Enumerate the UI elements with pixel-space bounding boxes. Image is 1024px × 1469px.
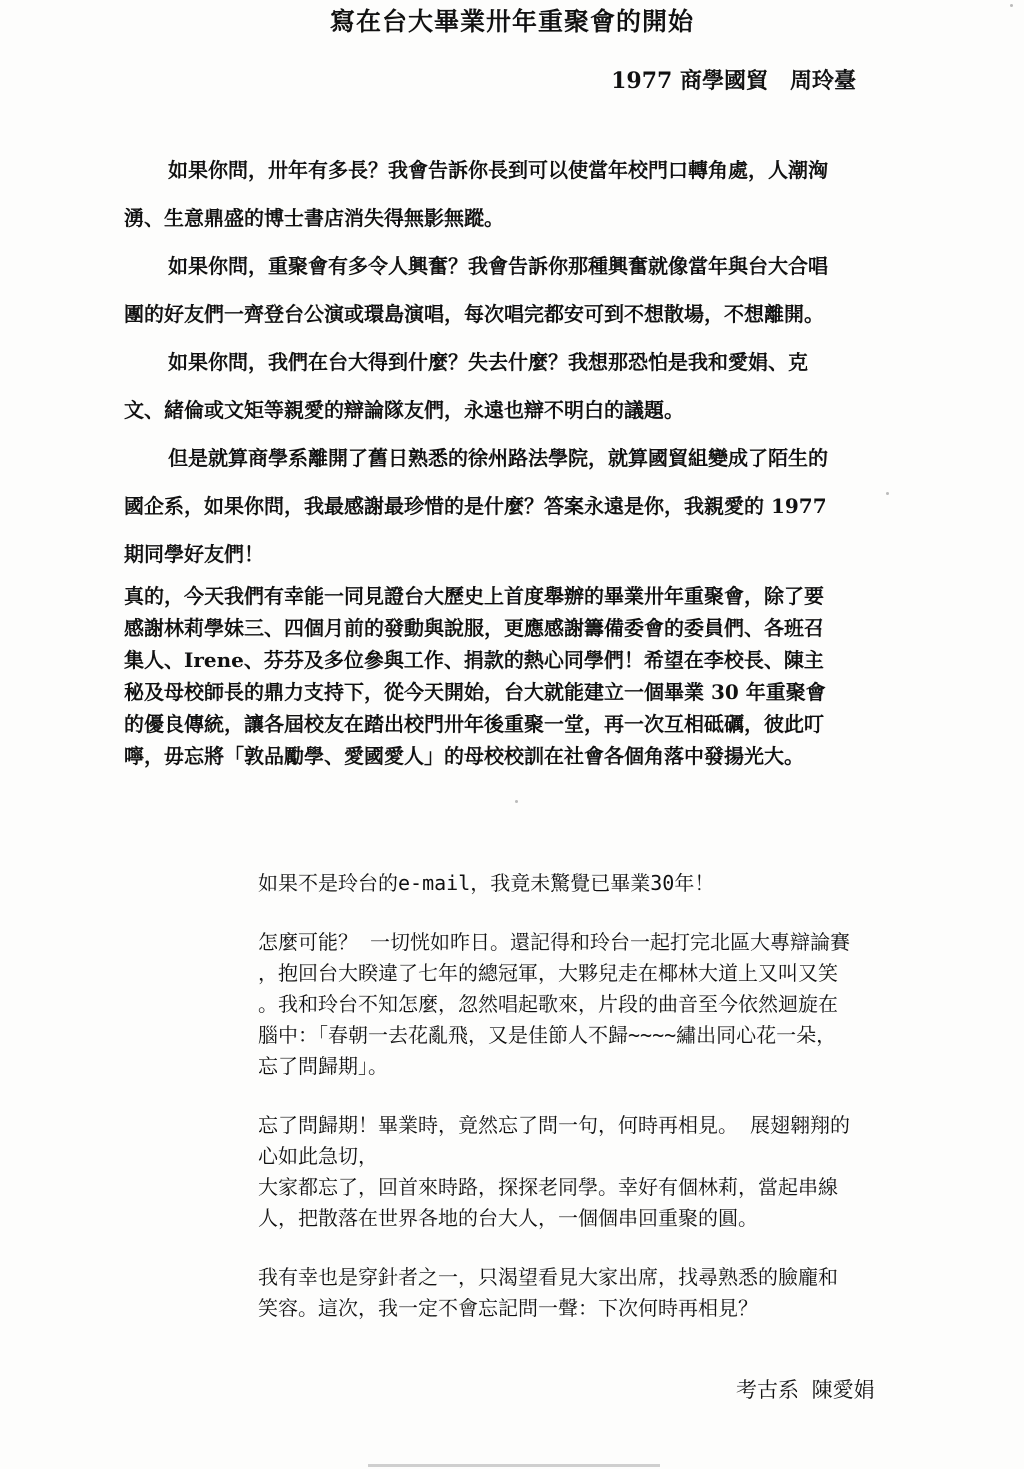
scan-speck [1010,4,1013,7]
paragraph-line: 怎麼可能？ 一切恍如昨日。還記得和玲台一起打完北區大專辯論賽 [258,930,851,954]
paragraph-line: 如果你問，我們在台大得到什麼？失去什麼？我想那恐怕是我和愛娟、克 [168,350,808,374]
paragraph-line: 但是就算商學系離開了舊日熟悉的徐州路法學院，就算國貿組變成了陌生的 [168,446,828,470]
paragraph-line: 真的，今天我們有幸能一同見證台大歷史上首度舉辦的畢業卅年重聚會，除了要 [124,584,824,608]
paragraph-line: 如果不是玲台的e-mail，我竟未驚覺已畢業30年！ [258,871,715,895]
paragraph-line: 嚀，毋忘將「敦品勵學、愛國愛人」的母校校訓在社會各個角落中發揚光大。 [124,744,804,768]
paragraph-line: 忘了問歸期」。 [258,1054,388,1078]
paragraph-line: 我有幸也是穿針者之一，只渴望看見大家出席，找尋熟悉的臉龐和 [258,1265,838,1289]
paragraph-line: ，抱回台大睽違了七年的總冠軍，大夥兒走在椰林大道上又叫又笑 [258,961,838,985]
author-byline: 1977 商學國貿 周玲臺 [611,68,856,94]
paragraph-line: 人，把散落在世界各地的台大人，一個個串回重聚的圓。 [258,1206,758,1230]
paragraph-line: 大家都忘了，回首來時路，探探老同學。幸好有個林莉，當起串線 [258,1175,838,1199]
letter-section-1 [124,152,864,584]
paragraph-line: 的優良傳統，讓各屆校友在踏出校門卅年後重聚一堂，再一次互相砥礪，彼此叮 [124,712,824,736]
paragraph-gap [258,899,1008,927]
scan-speck [515,800,518,803]
paragraph-line: 集人、Irene、芬芬及多位參與工作、捐款的熱心同學們！希望在李校長、陳主 [124,648,824,672]
document-title: 寫在台大畢業卅年重聚會的開始 [329,7,694,36]
letter-section-2 [124,580,864,772]
paragraph-line: 文、緒倫或文矩等親愛的辯論隊友們，永遠也辯不明白的議題。 [124,398,684,422]
paragraph-gap [258,1082,1008,1110]
paragraph-line: 心如此急切， [258,1144,378,1168]
paragraph-line: 湧、生意鼎盛的博士書店消失得無影無蹤。 [124,206,504,230]
paragraph-line: 忘了問歸期！畢業時，竟然忘了問一句，何時再相見。 展翅翱翔的 [258,1113,851,1137]
paragraph-line: 腦中：「春朝一去花亂飛，又是佳節人不歸~~~~繡出同心花一朵， [258,1023,837,1047]
paragraph-line: 期同學好友們！ [124,542,264,566]
signature: 考古系 陳愛娟 [736,1378,875,1402]
letter-section-3 [258,868,1008,1324]
paragraph-line: 團的好友們一齊登台公演或環島演唱，每次唱完都安可到不想散場，不想離開。 [124,302,824,326]
scan-speck [886,492,889,495]
paragraph-line: 秘及母校師長的鼎力支持下，從今天開始，台大就能建立一個畢業 30 年重聚會 [124,680,826,704]
scan-edge-mark [368,1464,660,1467]
paragraph-line: 如果你問，重聚會有多令人興奮？我會告訴你那種興奮就像當年與台大合唱 [168,254,828,278]
paragraph-line: 如果你問，卅年有多長？我會告訴你長到可以使當年校門口轉角處，人潮洶 [168,158,828,182]
paragraph-line: 感謝林莉學妹三、四個月前的發動與說服，更應感謝籌備委會的委員們、各班召 [124,616,824,640]
paragraph-line: 。我和玲台不知怎麼，忽然唱起歌來，片段的曲音至今依然迴旋在 [258,992,838,1016]
paragraph-line: 笑容。這次，我一定不會忘記問一聲：下次何時再相見？ [258,1296,758,1320]
paragraph-line: 國企系，如果你問，我最感謝最珍惜的是什麼？答案永遠是你，我親愛的 1977 [124,494,827,518]
paragraph-gap [258,1234,1008,1262]
